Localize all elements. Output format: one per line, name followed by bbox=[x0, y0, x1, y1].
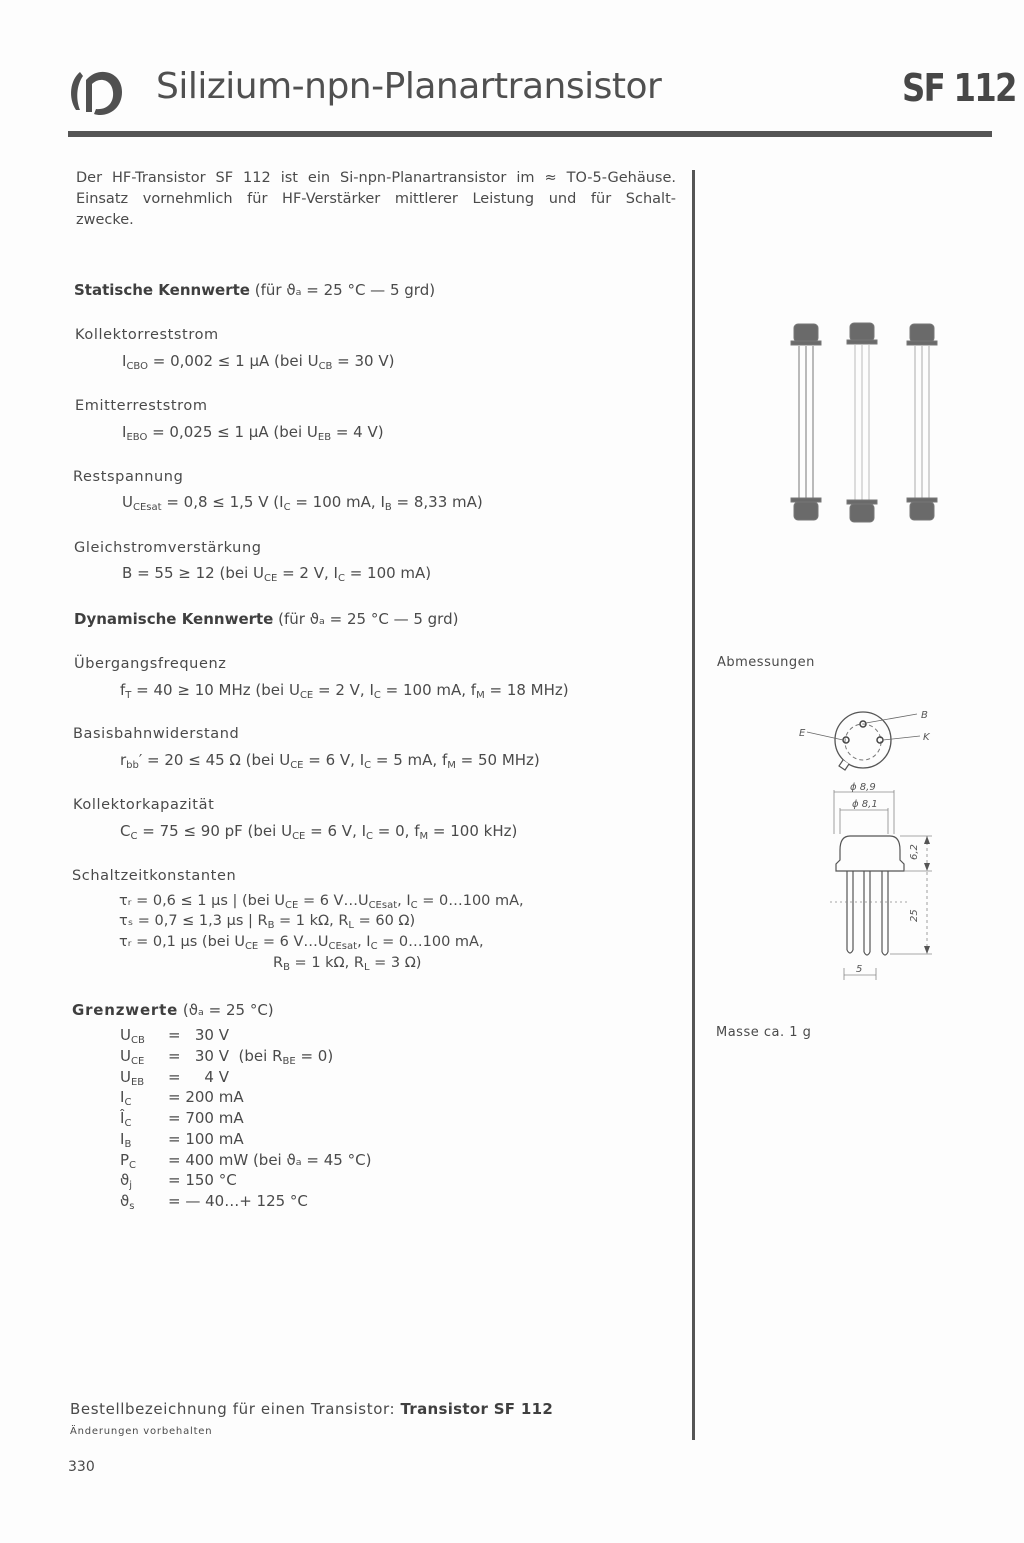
static-heading-text: Statische Kennwerte bbox=[74, 281, 250, 299]
param-value: $f_T = 40 \ge 10$ MHz (bei $U_{CE} = 2$ V, $I_C = 100$ mA, $f_M = 18$ MHz) bbox=[120, 681, 569, 701]
limit-row: $I_C = 200$ mA bbox=[120, 1088, 244, 1108]
dynamic-heading bbox=[74, 610, 458, 628]
pin-b-label: B bbox=[921, 710, 928, 721]
param-label: Übergangsfrequenz bbox=[74, 656, 227, 672]
dynamic-heading-text: Dynamische Kennwerte bbox=[74, 610, 274, 628]
param-label: Restspannung bbox=[73, 469, 184, 485]
limit-row: $ϑ_s$ = — 40…+ 125 °C bbox=[120, 1192, 308, 1212]
limits-heading-text: Grenzwerte bbox=[72, 1001, 179, 1019]
param-label: Basisbahnwiderstand bbox=[73, 726, 240, 742]
param-value: B = 55 ≥ 12 (bei $U_{CE} = 2$ V, $I_C = 100$ mA) bbox=[122, 564, 432, 584]
param-value: $C_C = 75 \le 90$ pF (bei $U_{CE} = 6$ V, $I_C = 0$, $f_M = 100$ kHz) bbox=[120, 822, 518, 842]
switching-line: τᵣ = 0,6 ≤ 1 µs | (bei $U_{CE} = 6$ $V\dots U_{CEsat}$, $I_C$ = 0…100 mA, bbox=[119, 893, 524, 911]
pin-k-label: K bbox=[923, 732, 930, 743]
inner-diameter-label: ϕ 8,1 bbox=[852, 799, 878, 810]
header-rule bbox=[68, 131, 992, 137]
pinout-diagram bbox=[795, 700, 945, 780]
limits-condition: (ϑₐ = 25 °C) bbox=[182, 1001, 274, 1019]
param-label: Gleichstromverstärkung bbox=[74, 540, 262, 556]
param-value: $I_{EBO} = 0,025 \le 1$ µA (bei $U_{EB} = 4$ V) bbox=[122, 423, 384, 443]
param-label: Kollektorreststrom bbox=[75, 327, 219, 343]
transistor-photo bbox=[780, 318, 950, 530]
pin-spacing-label: 5 bbox=[856, 964, 863, 975]
param-value: $I_{CBO} = 0,002 \le 1$ µA (bei $U_{CB} = 30$ V) bbox=[122, 352, 395, 372]
switching-line: $R_B = 1$ kΩ, $R_L = 3$ Ω) bbox=[273, 955, 422, 973]
pin-e-label: E bbox=[799, 728, 806, 739]
footnote: Änderungen vorbehalten bbox=[70, 1426, 213, 1437]
transistor-image bbox=[791, 323, 937, 522]
height-label: 6,2 bbox=[909, 844, 920, 860]
limit-row: $U_{CE} = 30$ V (bei $R_{BE} = 0$) bbox=[120, 1047, 334, 1067]
switching-line: τₛ = 0,7 ≤ 1,3 µs | $R_B = 1$ kΩ, $R_L = 60$ Ω) bbox=[119, 913, 416, 931]
column-divider bbox=[692, 170, 695, 1440]
order-value: Transistor SF 112 bbox=[400, 1400, 554, 1418]
limit-row: $U_{EB}$ = 4 V bbox=[120, 1068, 229, 1088]
static-condition: (für ϑₐ = 25 °C — 5 grd) bbox=[254, 281, 436, 299]
lead-length-label: 25 bbox=[909, 909, 920, 922]
outer-diameter-label: ϕ 8,9 bbox=[850, 782, 876, 793]
mass-label: Masse ca. 1 g bbox=[716, 1025, 812, 1040]
dynamic-condition: (für ϑₐ = 25 °C — 5 grd) bbox=[278, 610, 459, 628]
intro-paragraph bbox=[76, 168, 676, 231]
intro-line: Der HF-Transistor SF 112 ist ein Si-npn-Planartransistor im ≈ TO-5-Gehäuse. bbox=[76, 170, 676, 186]
param-label: Emitterreststrom bbox=[75, 398, 208, 414]
intro-line: zwecke. bbox=[76, 212, 134, 228]
order-designation bbox=[70, 1400, 553, 1418]
static-heading bbox=[74, 281, 435, 299]
limit-row: $U_{CB} = 30$ V bbox=[120, 1026, 229, 1046]
limit-row: $ϑ_j = 150$ °C bbox=[120, 1171, 237, 1191]
pin-k bbox=[877, 737, 883, 743]
switching-line: τᵣ = 0,1 µs (bei $U_{CE} = 6$ $V\dots U_{CEsat}$, $I_C$ = 0…100 mA, bbox=[119, 934, 484, 952]
limit-row: $P_C = 400$ mW (bei ϑₐ = 45 °C) bbox=[120, 1151, 372, 1171]
intro-line: Einsatz vornehmlich für HF-Verstärker mittlerer Leistung und für Schalt- bbox=[76, 191, 676, 207]
page-number: 330 bbox=[68, 1459, 95, 1475]
dimensions-label: Abmessungen bbox=[717, 655, 815, 670]
limit-row: $I_B = 100$ mA bbox=[120, 1130, 244, 1150]
part-number: SF 112 bbox=[902, 66, 1016, 110]
pin-e bbox=[843, 737, 849, 743]
limits-heading bbox=[72, 1001, 274, 1019]
dimension-drawing bbox=[820, 780, 940, 985]
rft-logo-icon bbox=[66, 64, 126, 120]
param-label: Kollektorkapazität bbox=[73, 797, 215, 813]
page-title: Silizium-npn-Planartransistor bbox=[156, 66, 662, 107]
case-tab bbox=[839, 760, 849, 770]
param-label: Schaltzeitkonstanten bbox=[72, 868, 237, 884]
order-label: Bestellbezeichnung für einen Transistor: bbox=[70, 1400, 396, 1418]
param-value: $r_{bb}' = 20 \le 45$ Ω (bei $U_{CE} = 6$ V, $I_C = 5$ mA, $f_M = 50$ MHz) bbox=[120, 751, 540, 771]
param-value: $U_{CEsat} = 0,8 \le 1,5$ V ($I_C = 100$ mA, $I_B = 8,33$ mA) bbox=[122, 493, 483, 513]
limit-row: $Î_C = 700$ mA bbox=[120, 1109, 244, 1129]
